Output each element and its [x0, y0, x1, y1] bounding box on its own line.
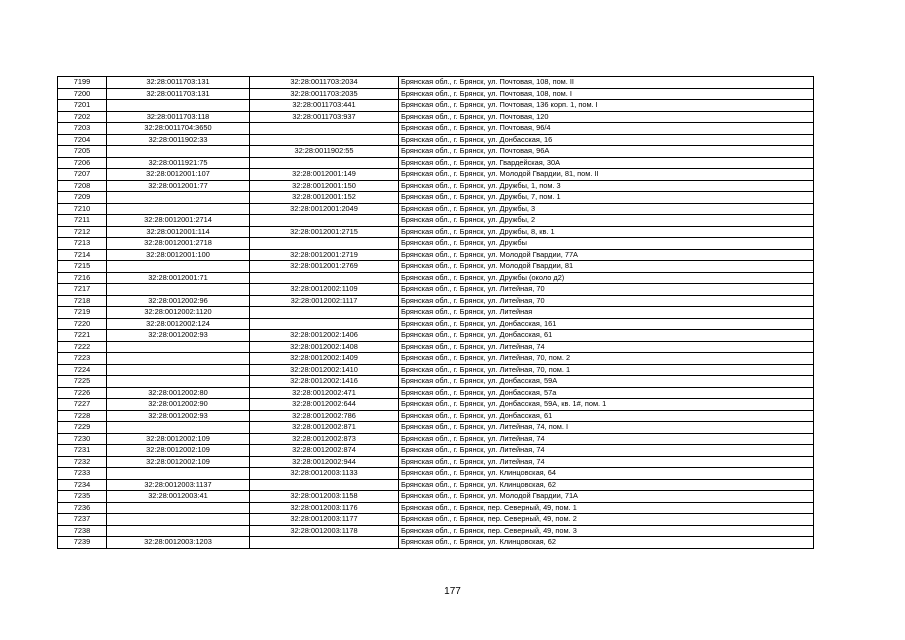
- address-cell: Брянская обл., г. Брянск, ул. Литейная, 70: [399, 284, 814, 296]
- table-row: [58, 433, 814, 445]
- parcel-cadastral-cell: [107, 341, 250, 353]
- object-cadastral-cell: 32:28:0011703:937: [250, 111, 399, 123]
- registry-table: [57, 76, 814, 549]
- row-number-cell: 7212: [58, 226, 107, 238]
- parcel-cadastral-cell: 32:28:0012002:109: [107, 456, 250, 468]
- row-number-cell: 7229: [58, 422, 107, 434]
- row-number-cell: 7233: [58, 468, 107, 480]
- address-cell: Брянская обл., г. Брянск, ул. Молодой Гвардии, 71А: [399, 491, 814, 503]
- parcel-cadastral-cell: [107, 422, 250, 434]
- row-number-cell: 7226: [58, 387, 107, 399]
- table-row: [58, 445, 814, 457]
- row-number-cell: 7205: [58, 146, 107, 158]
- parcel-cadastral-cell: 32:28:0012001:114: [107, 226, 250, 238]
- address-cell: Брянская обл., г. Брянск, пер. Северный, 49, пом. 1: [399, 502, 814, 514]
- parcel-cadastral-cell: 32:28:0012001:107: [107, 169, 250, 181]
- address-cell: Брянская обл., г. Брянск, ул. Дружбы, 3: [399, 203, 814, 215]
- object-cadastral-cell: [250, 123, 399, 135]
- address-cell: Брянская обл., г. Брянск, ул. Почтовая, 108, пом. I: [399, 88, 814, 100]
- parcel-cadastral-cell: [107, 525, 250, 537]
- address-cell: Брянская обл., г. Брянск, ул. Клинцовская, 64: [399, 468, 814, 480]
- row-number-cell: 7218: [58, 295, 107, 307]
- row-number-cell: 7239: [58, 537, 107, 549]
- row-number-cell: 7216: [58, 272, 107, 284]
- table-row: [58, 537, 814, 549]
- parcel-cadastral-cell: 32:28:0012002:124: [107, 318, 250, 330]
- object-cadastral-cell: 32:28:0011703:2034: [250, 77, 399, 89]
- table-row: [58, 146, 814, 158]
- row-number-cell: 7207: [58, 169, 107, 181]
- table-row: [58, 479, 814, 491]
- table-row: [58, 249, 814, 261]
- row-number-cell: 7199: [58, 77, 107, 89]
- address-cell: Брянская обл., г. Брянск, пер. Северный, 49, пом. 2: [399, 514, 814, 526]
- parcel-cadastral-cell: 32:28:0012002:109: [107, 445, 250, 457]
- address-cell: Брянская обл., г. Брянск, ул. Литейная, 70, пом. 1: [399, 364, 814, 376]
- address-cell: Брянская обл., г. Брянск, ул. Дружбы, 1, пом. 3: [399, 180, 814, 192]
- address-cell: Брянская обл., г. Брянск, ул. Почтовая, 96/4: [399, 123, 814, 135]
- address-cell: Брянская обл., г. Брянск, ул. Дружбы, 7, пом. 1: [399, 192, 814, 204]
- row-number-cell: 7237: [58, 514, 107, 526]
- address-cell: Брянская обл., г. Брянск, ул. Дружбы (около д2): [399, 272, 814, 284]
- address-cell: Брянская обл., г. Брянск, ул. Почтовая, 108, пом. II: [399, 77, 814, 89]
- address-cell: Брянская обл., г. Брянск, ул. Литейная, 70: [399, 295, 814, 307]
- registry-table-body: [58, 77, 814, 549]
- table-row: [58, 192, 814, 204]
- table-row: [58, 410, 814, 422]
- address-cell: Брянская обл., г. Брянск, ул. Литейная, 74: [399, 433, 814, 445]
- object-cadastral-cell: [250, 215, 399, 227]
- parcel-cadastral-cell: [107, 502, 250, 514]
- table-row: [58, 456, 814, 468]
- object-cadastral-cell: [250, 479, 399, 491]
- address-cell: Брянская обл., г. Брянск, пер. Северный, 49, пом. 3: [399, 525, 814, 537]
- parcel-cadastral-cell: 32:28:0011703:118: [107, 111, 250, 123]
- object-cadastral-cell: 32:28:0011902:55: [250, 146, 399, 158]
- parcel-cadastral-cell: 32:28:0012002:1120: [107, 307, 250, 319]
- address-cell: Брянская обл., г. Брянск, ул. Донбасская, 161: [399, 318, 814, 330]
- parcel-cadastral-cell: 32:28:0011704:3650: [107, 123, 250, 135]
- address-cell: Брянская обл., г. Брянск, ул. Донбасская, 57а: [399, 387, 814, 399]
- parcel-cadastral-cell: 32:28:0011902:33: [107, 134, 250, 146]
- address-cell: Брянская обл., г. Брянск, ул. Молодой Гвардии, 81: [399, 261, 814, 273]
- address-cell: Брянская обл., г. Брянск, ул. Клинцовская, 62: [399, 479, 814, 491]
- address-cell: Брянская обл., г. Брянск, ул. Клинцовская, 62: [399, 537, 814, 549]
- object-cadastral-cell: 32:28:0012002:1409: [250, 353, 399, 365]
- address-cell: Брянская обл., г. Брянск, ул. Дружбы, 8, кв. 1: [399, 226, 814, 238]
- parcel-cadastral-cell: [107, 100, 250, 112]
- object-cadastral-cell: 32:28:0012003:1158: [250, 491, 399, 503]
- object-cadastral-cell: [250, 307, 399, 319]
- object-cadastral-cell: 32:28:0012003:1133: [250, 468, 399, 480]
- address-cell: Брянская обл., г. Брянск, ул. Дружбы: [399, 238, 814, 250]
- row-number-cell: 7231: [58, 445, 107, 457]
- row-number-cell: 7220: [58, 318, 107, 330]
- object-cadastral-cell: 32:28:0012003:1177: [250, 514, 399, 526]
- address-cell: Брянская обл., г. Брянск, ул. Литейная, 74: [399, 456, 814, 468]
- object-cadastral-cell: 32:28:0012002:1406: [250, 330, 399, 342]
- parcel-cadastral-cell: 32:28:0012003:41: [107, 491, 250, 503]
- row-number-cell: 7238: [58, 525, 107, 537]
- object-cadastral-cell: 32:28:0011703:441: [250, 100, 399, 112]
- object-cadastral-cell: 32:28:0012001:2769: [250, 261, 399, 273]
- parcel-cadastral-cell: 32:28:0012002:96: [107, 295, 250, 307]
- row-number-cell: 7208: [58, 180, 107, 192]
- parcel-cadastral-cell: 32:28:0012001:2718: [107, 238, 250, 250]
- object-cadastral-cell: 32:28:0012002:1410: [250, 364, 399, 376]
- table-row: [58, 387, 814, 399]
- parcel-cadastral-cell: 32:28:0012002:90: [107, 399, 250, 411]
- address-cell: Брянская обл., г. Брянск, ул. Донбасская, 59А: [399, 376, 814, 388]
- table-row: [58, 376, 814, 388]
- table-row: [58, 295, 814, 307]
- table-row: [58, 100, 814, 112]
- parcel-cadastral-cell: [107, 364, 250, 376]
- address-cell: Брянская обл., г. Брянск, ул. Гвардейская, 30А: [399, 157, 814, 169]
- object-cadastral-cell: 32:28:0012002:1408: [250, 341, 399, 353]
- object-cadastral-cell: 32:28:0012002:944: [250, 456, 399, 468]
- table-row: [58, 77, 814, 89]
- parcel-cadastral-cell: 32:28:0012003:1137: [107, 479, 250, 491]
- address-cell: Брянская обл., г. Брянск, ул. Литейная, 74: [399, 341, 814, 353]
- table-row: [58, 307, 814, 319]
- table-row: [58, 399, 814, 411]
- row-number-cell: 7227: [58, 399, 107, 411]
- address-cell: Брянская обл., г. Брянск, ул. Донбасская, 61: [399, 330, 814, 342]
- object-cadastral-cell: 32:28:0012002:871: [250, 422, 399, 434]
- object-cadastral-cell: 32:28:0012002:1117: [250, 295, 399, 307]
- row-number-cell: 7217: [58, 284, 107, 296]
- object-cadastral-cell: 32:28:0012002:873: [250, 433, 399, 445]
- row-number-cell: 7228: [58, 410, 107, 422]
- address-cell: Брянская обл., г. Брянск, ул. Литейная: [399, 307, 814, 319]
- row-number-cell: 7230: [58, 433, 107, 445]
- table-row: [58, 261, 814, 273]
- parcel-cadastral-cell: 32:28:0012003:1203: [107, 537, 250, 549]
- row-number-cell: 7222: [58, 341, 107, 353]
- table-row: [58, 238, 814, 250]
- parcel-cadastral-cell: [107, 376, 250, 388]
- address-cell: Брянская обл., г. Брянск, ул. Литейная, 70, пом. 2: [399, 353, 814, 365]
- table-row: [58, 134, 814, 146]
- row-number-cell: 7223: [58, 353, 107, 365]
- table-row: [58, 468, 814, 480]
- address-cell: Брянская обл., г. Брянск, ул. Молодой Гвардии, 81, пом. II: [399, 169, 814, 181]
- row-number-cell: 7206: [58, 157, 107, 169]
- parcel-cadastral-cell: 32:28:0012001:71: [107, 272, 250, 284]
- address-cell: Брянская обл., г. Брянск, ул. Литейная, 74: [399, 445, 814, 457]
- object-cadastral-cell: 32:28:0012002:786: [250, 410, 399, 422]
- object-cadastral-cell: 32:28:0012003:1176: [250, 502, 399, 514]
- object-cadastral-cell: 32:28:0012001:150: [250, 180, 399, 192]
- row-number-cell: 7232: [58, 456, 107, 468]
- parcel-cadastral-cell: 32:28:0011921:75: [107, 157, 250, 169]
- row-number-cell: 7225: [58, 376, 107, 388]
- address-cell: Брянская обл., г. Брянск, ул. Молодой Гвардии, 77А: [399, 249, 814, 261]
- parcel-cadastral-cell: 32:28:0012001:100: [107, 249, 250, 261]
- row-number-cell: 7200: [58, 88, 107, 100]
- table-row: [58, 364, 814, 376]
- parcel-cadastral-cell: [107, 468, 250, 480]
- parcel-cadastral-cell: 32:28:0012002:80: [107, 387, 250, 399]
- parcel-cadastral-cell: 32:28:0012002:109: [107, 433, 250, 445]
- parcel-cadastral-cell: [107, 261, 250, 273]
- parcel-cadastral-cell: 32:28:0011703:131: [107, 77, 250, 89]
- table-row: [58, 341, 814, 353]
- object-cadastral-cell: 32:28:0012002:644: [250, 399, 399, 411]
- row-number-cell: 7213: [58, 238, 107, 250]
- object-cadastral-cell: 32:28:0012002:471: [250, 387, 399, 399]
- parcel-cadastral-cell: [107, 146, 250, 158]
- row-number-cell: 7209: [58, 192, 107, 204]
- table-row: [58, 330, 814, 342]
- row-number-cell: 7235: [58, 491, 107, 503]
- parcel-cadastral-cell: 32:28:0011703:131: [107, 88, 250, 100]
- row-number-cell: 7201: [58, 100, 107, 112]
- object-cadastral-cell: [250, 272, 399, 284]
- address-cell: Брянская обл., г. Брянск, ул. Донбасская, 59А, кв. 1#, пом. 1: [399, 399, 814, 411]
- parcel-cadastral-cell: 32:28:0012002:93: [107, 330, 250, 342]
- object-cadastral-cell: 32:28:0011703:2035: [250, 88, 399, 100]
- row-number-cell: 7202: [58, 111, 107, 123]
- row-number-cell: 7234: [58, 479, 107, 491]
- address-cell: Брянская обл., г. Брянск, ул. Почтовая, 120: [399, 111, 814, 123]
- table-row: [58, 88, 814, 100]
- object-cadastral-cell: [250, 157, 399, 169]
- object-cadastral-cell: 32:28:0012001:152: [250, 192, 399, 204]
- table-row: [58, 215, 814, 227]
- table-row: [58, 169, 814, 181]
- table-row: [58, 272, 814, 284]
- table-row: [58, 491, 814, 503]
- parcel-cadastral-cell: [107, 514, 250, 526]
- table-row: [58, 180, 814, 192]
- row-number-cell: 7215: [58, 261, 107, 273]
- parcel-cadastral-cell: [107, 203, 250, 215]
- row-number-cell: 7224: [58, 364, 107, 376]
- parcel-cadastral-cell: [107, 192, 250, 204]
- page-number: 177: [444, 586, 461, 597]
- address-cell: Брянская обл., г. Брянск, ул. Дружбы, 2: [399, 215, 814, 227]
- address-cell: Брянская обл., г. Брянск, ул. Почтовая, 96А: [399, 146, 814, 158]
- object-cadastral-cell: 32:28:0012002:874: [250, 445, 399, 457]
- table-row: [58, 226, 814, 238]
- parcel-cadastral-cell: 32:28:0012002:93: [107, 410, 250, 422]
- table-row: [58, 203, 814, 215]
- row-number-cell: 7211: [58, 215, 107, 227]
- object-cadastral-cell: 32:28:0012002:1109: [250, 284, 399, 296]
- table-row: [58, 422, 814, 434]
- row-number-cell: 7236: [58, 502, 107, 514]
- table-row: [58, 284, 814, 296]
- row-number-cell: 7221: [58, 330, 107, 342]
- table-row: [58, 111, 814, 123]
- object-cadastral-cell: 32:28:0012002:1416: [250, 376, 399, 388]
- table-row: [58, 502, 814, 514]
- address-cell: Брянская обл., г. Брянск, ул. Донбасская, 61: [399, 410, 814, 422]
- table-row: [58, 353, 814, 365]
- table-row: [58, 123, 814, 135]
- object-cadastral-cell: 32:28:0012001:149: [250, 169, 399, 181]
- row-number-cell: 7210: [58, 203, 107, 215]
- address-cell: Брянская обл., г. Брянск, ул. Почтовая, 136 корп. 1, пом. I: [399, 100, 814, 112]
- address-cell: Брянская обл., г. Брянск, ул. Литейная, 74, пом. I: [399, 422, 814, 434]
- object-cadastral-cell: [250, 318, 399, 330]
- parcel-cadastral-cell: 32:28:0012001:77: [107, 180, 250, 192]
- address-cell: Брянская обл., г. Брянск, ул. Донбасская, 16: [399, 134, 814, 146]
- object-cadastral-cell: 32:28:0012001:2719: [250, 249, 399, 261]
- object-cadastral-cell: 32:28:0012001:2049: [250, 203, 399, 215]
- object-cadastral-cell: 32:28:0012003:1178: [250, 525, 399, 537]
- object-cadastral-cell: [250, 537, 399, 549]
- table-row: [58, 318, 814, 330]
- parcel-cadastral-cell: 32:28:0012001:2714: [107, 215, 250, 227]
- object-cadastral-cell: 32:28:0012001:2715: [250, 226, 399, 238]
- table-row: [58, 525, 814, 537]
- object-cadastral-cell: [250, 238, 399, 250]
- parcel-cadastral-cell: [107, 284, 250, 296]
- table-row: [58, 514, 814, 526]
- object-cadastral-cell: [250, 134, 399, 146]
- row-number-cell: 7219: [58, 307, 107, 319]
- parcel-cadastral-cell: [107, 353, 250, 365]
- row-number-cell: 7203: [58, 123, 107, 135]
- table-row: [58, 157, 814, 169]
- row-number-cell: 7214: [58, 249, 107, 261]
- row-number-cell: 7204: [58, 134, 107, 146]
